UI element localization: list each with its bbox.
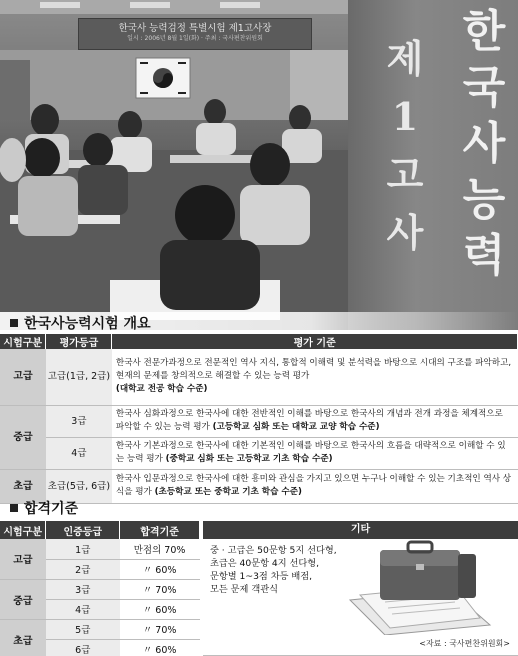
- column-header: 평가 기준: [112, 334, 518, 349]
- sign-char: 국: [462, 62, 506, 113]
- section-heading-overview: [0, 312, 518, 334]
- grade-cell: 초급(5급, 6급): [46, 469, 112, 503]
- criteria-level-note: (초등학교 또는 중학교 기초 학습 수준): [154, 487, 302, 497]
- grade-cell: 4급: [46, 437, 112, 469]
- section-heading-pass-criteria: [0, 497, 518, 519]
- column-header: 합격기준: [120, 521, 200, 539]
- criteria-text: 한국사 심화과정으로 한국사에 대한 전반적인 이해를 바탕으로 한국사의 개념과 전개 과정을 체계적으로 파악할 수 있는 능력 평가: [115, 409, 503, 432]
- source-credit: <자료 : 국사편찬위원회>: [419, 639, 510, 648]
- exam-hall-banner: [78, 18, 312, 50]
- sign-text-right: [455, 4, 513, 284]
- criteria-text: 한국사 입문과정으로 한국사에 대한 흥미와 관심을 가지고 있으면 누구나 이해할 수 있는 기초적인 역사 상식을 평가: [115, 474, 512, 497]
- sign-text-left: [385, 30, 425, 262]
- sign-char: 1: [391, 94, 419, 139]
- criteria-text: 한국사 기본과정으로 한국사에 대한 기본적인 이해를 바탕으로 한국사의 흐름을 대략적으로 이해할 수 있는 능력 평가: [115, 441, 506, 464]
- grade-cell: 고급(1급, 2급): [46, 349, 112, 405]
- sign-char: 능: [462, 174, 506, 225]
- overview-table: [0, 334, 518, 504]
- criteria-level-note: (중학교 심화 또는 고등학교 기초 학습 수준): [165, 454, 333, 464]
- criteria-cell: [112, 437, 518, 469]
- pass-criteria-cell: 〃 60%: [120, 559, 200, 579]
- sign-char: 한: [462, 6, 506, 57]
- column-header: 시험구분: [0, 521, 46, 539]
- briefcase-and-papers-illustration: [330, 540, 510, 635]
- table-header-row: [0, 334, 518, 349]
- criteria-cell: [112, 349, 518, 405]
- other-column-header: 기타: [203, 521, 518, 539]
- sign-char: 력: [462, 230, 506, 281]
- level-cell: 중급: [0, 405, 46, 469]
- cert-grade-cell: 1급: [46, 539, 120, 559]
- note-line: 초급은 40문항 4지 선다형,: [210, 558, 320, 569]
- table-row: [0, 539, 200, 559]
- level-cell: 중급: [0, 579, 46, 619]
- pass-criteria-cell: 만점의 70%: [120, 539, 200, 559]
- level-cell: 고급: [0, 539, 46, 579]
- table-row: [0, 619, 200, 639]
- cert-grade-cell: 4급: [46, 599, 120, 619]
- column-header: 인증등급: [46, 521, 120, 539]
- pass-criteria-cell: 〃 60%: [120, 639, 200, 656]
- level-cell: 고급: [0, 349, 46, 405]
- banner-title: 한국사 능력검정 특별시험 제1고사장: [118, 23, 272, 34]
- pass-criteria-cell: 〃 70%: [120, 619, 200, 639]
- pass-criteria-table: [0, 521, 200, 656]
- sign-char: 사: [386, 210, 424, 255]
- table-header-row: [0, 521, 200, 539]
- table-row: [0, 405, 518, 437]
- sign-char: 제: [386, 36, 424, 81]
- column-header: 시험구분: [0, 334, 46, 349]
- section-title: 한국사능력시험 개요: [24, 316, 151, 332]
- level-cell: 초급: [0, 469, 46, 503]
- note-line: 중 · 고급은 50문항 5지 선다형,: [210, 545, 337, 556]
- cert-grade-cell: 6급: [46, 639, 120, 656]
- table-row: [0, 437, 518, 469]
- criteria-text: 한국사 전문가과정으로 전문적인 역사 지식, 통합적 이해력 및 분석력을 바탕으로 시대의 구조를 파악하고, 현재의 문제를 창의적으로 해결할 수 있는 능력 평가: [115, 358, 512, 382]
- note-line: 문항별 1~3점 차등 배점,: [210, 571, 313, 582]
- grade-cell: 3급: [46, 405, 112, 437]
- criteria-level-note: (고등학교 심화 또는 대학교 교양 학습 수준): [212, 422, 380, 432]
- pass-criteria-cell: 〃 70%: [120, 579, 200, 599]
- cert-grade-cell: 3급: [46, 579, 120, 599]
- square-bullet-icon: [10, 319, 18, 327]
- pass-criteria-cell: 〃 60%: [120, 599, 200, 619]
- cert-grade-cell: 2급: [46, 559, 120, 579]
- cert-grade-cell: 5급: [46, 619, 120, 639]
- note-line: 모든 문제 객관식: [210, 584, 278, 595]
- table-row: [0, 349, 518, 405]
- sign-char: 고: [386, 152, 424, 197]
- section-title: 합격기준: [24, 501, 79, 517]
- level-cell: 초급: [0, 619, 46, 656]
- column-header: 평가등급: [46, 334, 112, 349]
- square-bullet-icon: [10, 504, 18, 512]
- banner-subtitle: 일시 : 2006년 8월 1일(화) · 주최 : 국사편찬위원회: [127, 35, 263, 43]
- criteria-level-note: (대학교 전공 학습 수준): [115, 384, 208, 395]
- sign-char: 사: [462, 118, 506, 169]
- table-row: [0, 579, 200, 599]
- criteria-cell: [112, 405, 518, 437]
